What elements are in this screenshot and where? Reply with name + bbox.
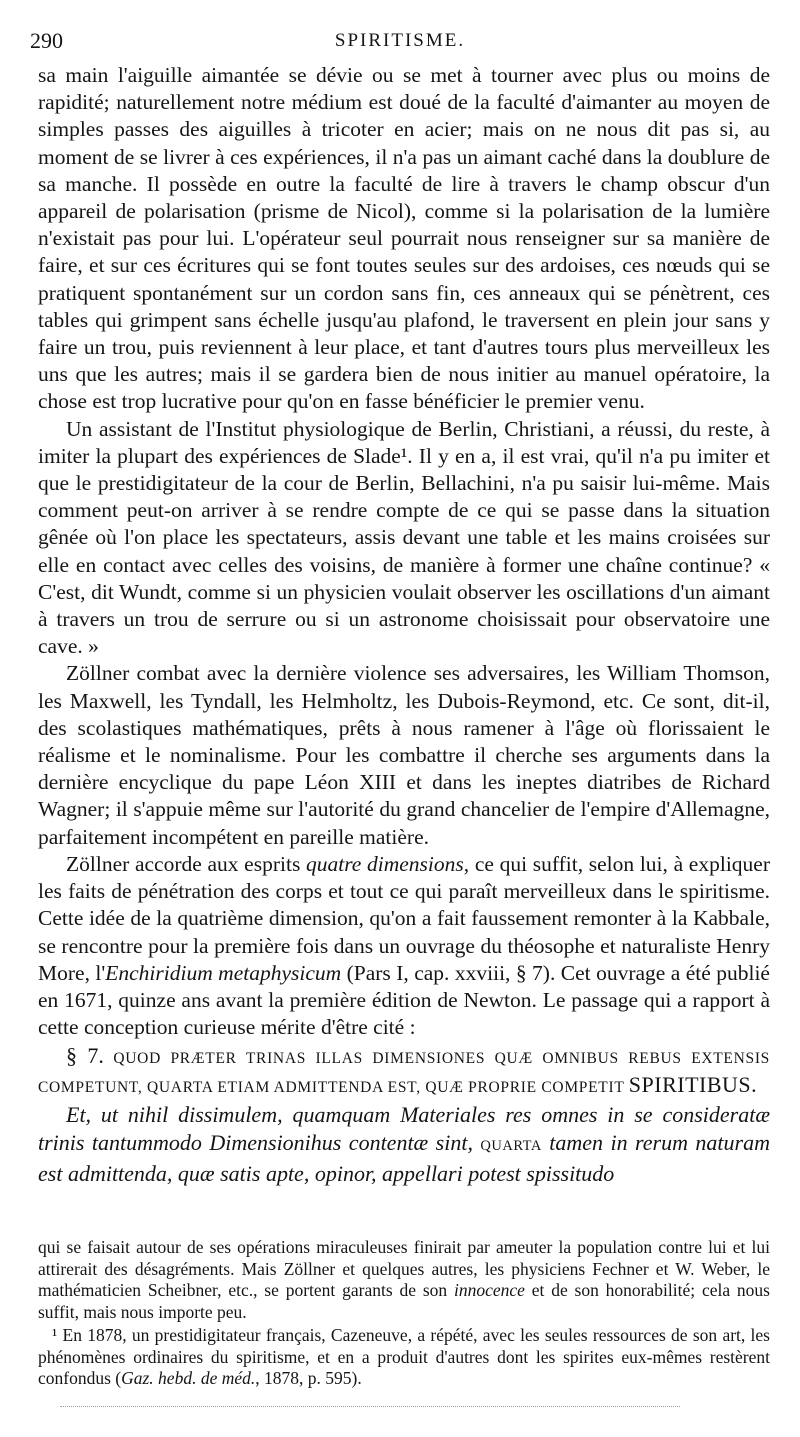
paragraph-4-italic-title: Enchiridium metaphysicum xyxy=(105,960,342,985)
quote-latin-b: tamen in rerum naturam est admittenda, quæ satis apte, opinor, appellari potest spissitudo xyxy=(38,1129,770,1187)
quote-heading xyxy=(38,1043,770,1101)
paragraph-2: Un assistant de l'Institut physiologique de Berlin, Christiani, a réussi, du reste, à imiter la plupart des expériences de Slade¹. Il y en a, il est vrai, qu'il n'a pu imiter et que le prestidigitateur de la cour de Berlin, Bellachini, n'a pu saisir lui-même. Mais comment peut-on arriver à se rendre compte de ce qui se passe dans la situation gênée où l'on place les spectateurs, assis devant une table et les mains croisées sur elle en contact avec celles des voisins, de manière à former une chaîne continue? « C'est, dit Wundt, comme si un physicien voulait observer les oscillations d'un aimant à travers un trou de serrure ou si un astronome choisissait pour observatoire une cave. » xyxy=(38,416,770,659)
footnote-continuation-italic: innocence xyxy=(453,1280,525,1300)
quote-latin-smallcaps: QUARTA xyxy=(480,1137,542,1154)
footnotes xyxy=(38,1237,770,1390)
paragraph-4-text-c: (Pars I, cap. xxviii, § 7). Cet ouvrage a été publié en 1671, quinze ans avant la première édition de Newton. Le passage qui a rapport à cette conception curieuse mérite d'être cité : xyxy=(38,960,770,1040)
paragraph-4 xyxy=(38,851,770,1041)
footnote-continuation-a: qui se faisait autour de ses opérations miraculeuses finirait par ameuter la population contre lui et lui attirerait des désagréments. Mais Zöllner et quelques autres, les physiciens Fechner et W. Weber, le mathématicien Scheibner, etc., se portent garants de son xyxy=(38,1237,770,1300)
footnote-1-text-b: , 1878, p. 595). xyxy=(255,1368,362,1388)
paragraph-4-text-b: , ce qui suffit, selon lui, à expliquer les faits de pénétration des corps et tout ce qui paraît merveilleux dans le spiritisme. Cette idée de la quatrième dimension, qu'on a fait faussement remonter à la Kabbale, se rencontre pour la première fois dans un ouvrage du théosophe et naturaliste Henry More, l' xyxy=(38,851,770,985)
quote-spiritibus: SPIRITIBUS. xyxy=(628,1072,758,1098)
footnote-1-text-a: ¹ En 1878, un prestidigitateur français, Cazeneuve, a répété, avec les seules ressources de son art, les phénomènes ordinaires du spiritisme, et en a produit d'autres dont les spirites eux-mêmes restèrent confondus ( xyxy=(38,1325,770,1388)
paragraph-3: Zöllner combat avec la dernière violence ses adversaires, les William Thomson, les Maxwell, les Tyndall, les Helmholtz, les Dubois-Reymond, etc. Ce sont, dit-il, des scolastiques mathématiques, prêts à nous ramener à l'âge où florissaient le réalisme et le nominalisme. Pour les combattre il cherche ses arguments dans la dernière encyclique du pape Léon XIII et dans les ineptes diatribes de Richard Wagner; il s'appuie même sur l'autorité du grand chancelier de l'empire d'Allemagne, parfaitement incompétent en pareille matière. xyxy=(38,661,770,849)
page-header xyxy=(30,28,770,58)
quote-section-mark: § 7. xyxy=(66,1043,104,1069)
footer-dotted-rule xyxy=(60,1406,680,1407)
footnote-continuation xyxy=(38,1237,770,1323)
quote-latin-a: Et, ut nihil dissimulem, quamquam Materiales res omnes in se consideratæ trinis tantummodo Dimensionihus contentæ sint, xyxy=(38,1102,770,1155)
page-number: 290 xyxy=(30,28,63,53)
quote-latin-text xyxy=(38,1101,770,1188)
footnote-1-italic-journal: Gaz. hebd. de méd. xyxy=(121,1368,256,1388)
paragraph-1: sa main l'aiguille aimantée se dévie ou se met à tourner avec plus ou moins de rapidité; naturellement notre médium est doué de la faculté d'aimanter au moyen de simples passes des aiguilles à tricoter en acier; mais on ne nous dit pas si, au moment de se livrer à ces expériences, il n'a pas un aimant caché dans la doublure de sa manche. Il possède en outre la faculté de lire à travers le champ obscur d'un appareil de polarisation (prisme de Nicol), comme si la polarisation de la lumière n'existait pas pour lui. L'opérateur seul pourrait nous renseigner sur sa manière de faire, et sur ces écritures qui se font toutes seules sur des ardoises, ces nœuds qui se pratiquent spontanément sur un cordon sans fin, ces anneaux qui se pénètrent, ces tables qui grimpent sans échelle jusqu'au plafond, le traversent en plein jour sans y faire un trou, puis reviennent à leur place, et tant d'autres tours plus merveilleux les uns que les autres; mais il se gardera bien de nous initier au manuel opératoire, la chose est trop lucrative pour qu'on en fasse bénéficier le premier venu. xyxy=(38,63,770,414)
main-text xyxy=(38,62,770,1188)
paragraph-4-italic-dimensions: quatre dimensions xyxy=(306,851,464,876)
footnote-1 xyxy=(38,1325,770,1390)
footnote-continuation-b: et de son honorabilité; cela nous suffit, mais nous importe peu. xyxy=(38,1280,770,1322)
quote-heading-text: QUOD PRÆTER TRINAS ILLAS DIMENSIONES QUÆ OMNIBUS REBUS EXTENSIS COMPETUNT, QUARTA ETIAM ADMITTENDA EST, QUÆ PROPRIE COMPETIT xyxy=(38,1050,770,1097)
running-title: SPIRITISME. xyxy=(334,30,466,51)
paragraph-4-text-a: Zöllner accorde aux esprits xyxy=(66,851,306,876)
